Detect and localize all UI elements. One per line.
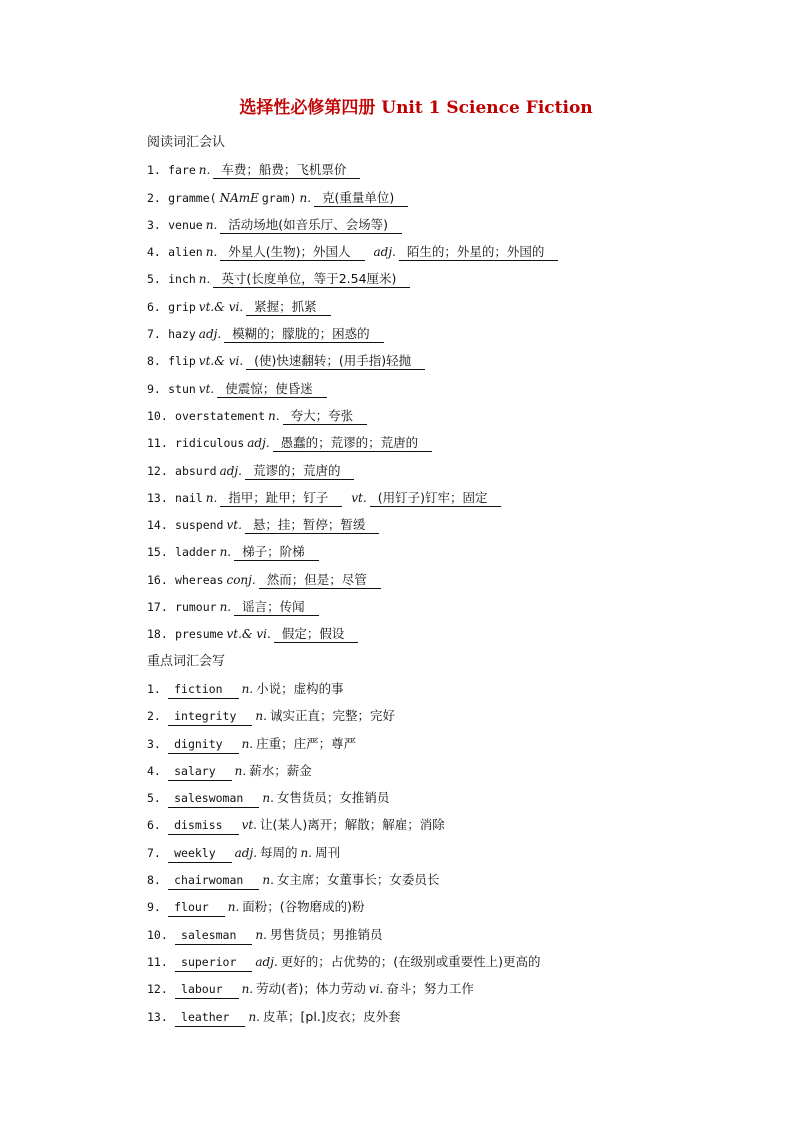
definition-text: 男售货员；男推销员 (269, 926, 383, 942)
item-number: 8. (147, 873, 161, 888)
part-of-speech: vt.& vi. (198, 299, 244, 314)
item-number: 9. (147, 900, 161, 915)
item-number: 1. (147, 163, 161, 178)
vocab-word: overstatement (175, 408, 266, 423)
item-number: 1. (147, 681, 161, 696)
reading-vocab-item (147, 241, 767, 268)
part-of-speech: n. (205, 245, 218, 260)
part-of-speech: n. (255, 927, 267, 942)
reading-vocab-item (147, 596, 767, 623)
answer-blank: dignity (168, 736, 238, 754)
answer-blank: saleswoman (168, 790, 259, 808)
reading-vocab-item (147, 214, 767, 241)
part-of-speech: n. (268, 408, 280, 423)
item-number: 5. (147, 272, 161, 287)
vocab-word: nail (175, 490, 203, 505)
item-number: 11. (147, 954, 168, 969)
vocab-word: flip (168, 354, 196, 369)
answer-blank: 谣言；传闻 (234, 598, 319, 616)
vocabulary-list (147, 132, 767, 1033)
answer-blank: 夸大；夸张 (283, 407, 368, 425)
part-of-speech: adj. (247, 436, 270, 451)
answer-blank: dismiss (168, 817, 238, 835)
answer-blank: 愚蠢的；荒谬的；荒唐的 (273, 434, 433, 452)
item-number: 3. (147, 217, 161, 232)
definition-text: 女售货员；女推销员 (276, 790, 390, 806)
reading-vocab-item (147, 541, 767, 568)
part-of-speech: n. (241, 736, 254, 751)
item-number: 6. (147, 818, 161, 833)
writing-vocab-item (147, 733, 767, 760)
item-number: 11. (147, 436, 168, 451)
reading-vocab-item (147, 296, 767, 323)
item-number: 14. (147, 518, 168, 533)
item-number: 16. (147, 572, 168, 587)
answer-blank: 然而；但是；尽管 (259, 571, 381, 589)
answer-blank: 外星人(生物)；外国人 (220, 243, 364, 261)
reading-vocab-item (147, 569, 767, 596)
reading-vocab-item (147, 514, 767, 541)
vocab-word: inch (168, 272, 196, 287)
answer-blank: 紧握；抓紧 (246, 298, 331, 316)
vocab-word: grip (168, 299, 196, 314)
answer-blank: 悬；挂；暂停；暂缓 (245, 516, 380, 534)
reading-vocab-item (147, 460, 767, 487)
item-number: 12. (147, 463, 168, 478)
item-number: 18. (147, 627, 168, 642)
part-of-speech: n. (227, 900, 240, 915)
part-of-speech: n. (248, 1009, 261, 1024)
writing-vocab-item (147, 760, 767, 787)
part-of-speech: adj. (255, 954, 278, 969)
vocab-word: absurd (175, 463, 217, 478)
definition-text: 劳动(者)；体力劳动 (256, 981, 366, 997)
part-of-speech: n. (198, 272, 211, 287)
reading-vocab-item (147, 187, 767, 214)
part-of-speech: vt. (351, 490, 367, 505)
item-number: 2. (147, 190, 161, 205)
item-number: 10. (147, 927, 168, 942)
writing-vocab-item (147, 896, 767, 923)
vocab-word: whereas (175, 572, 224, 587)
answer-blank: 假定；假设 (274, 625, 359, 643)
part-of-speech: vt.& vi. (226, 627, 271, 642)
part-of-speech: n. (262, 791, 274, 806)
vocab-word: rumour (175, 600, 217, 615)
answer-blank: 活动场地(如音乐厅、会场等) (220, 216, 402, 234)
reading-vocab-item (147, 623, 767, 650)
reading-vocab-item (147, 405, 767, 432)
definition-text: 皮革；[pl.]皮衣；皮外套 (263, 1008, 401, 1024)
section-heading: 重点词汇会写 (147, 653, 226, 669)
writing-vocab-item (147, 869, 767, 896)
document-title: 选择性必修第四册 Unit 1 Science Fiction (239, 98, 593, 118)
reading-vocab-item (147, 323, 767, 350)
definition-text: 面粉；(谷物磨成的)粉 (242, 899, 365, 915)
answer-blank: 陌生的；外星的；外国的 (399, 243, 559, 261)
answer-blank: labour (175, 981, 239, 999)
part-of-speech: adj. (373, 245, 396, 260)
part-of-speech: adj. (198, 327, 222, 342)
vocab-word: alien (168, 245, 203, 260)
definition-text: 女主席；女董事长；女委员长 (276, 872, 440, 888)
item-number: 2. (147, 709, 161, 724)
part-of-speech: n. (234, 763, 247, 778)
answer-blank: 模糊的；朦胧的；困惑的 (224, 325, 384, 343)
vocab-word: stun (168, 381, 196, 396)
item-number: 17. (147, 600, 168, 615)
answer-blank: 指甲；趾甲；钉子 (220, 489, 342, 507)
item-number: 5. (147, 791, 161, 806)
definition-text: 诚实正直；完整；完好 (269, 708, 395, 724)
part-of-speech: vt. (198, 381, 215, 396)
writing-vocab-item (147, 951, 767, 978)
item-number: 4. (147, 245, 161, 260)
answer-blank: flour (168, 899, 225, 917)
item-number: 3. (147, 736, 161, 751)
answer-blank: 车费；船费；飞机票价 (213, 161, 360, 179)
part-of-speech: n. (262, 873, 274, 888)
writing-vocab-item (147, 678, 767, 705)
part-of-speech: n. (205, 217, 218, 232)
reading-vocab-item (147, 159, 767, 186)
answer-blank: 英寸(长度单位，等于2.54厘米) (213, 270, 410, 288)
part-of-speech: n. (198, 163, 211, 178)
part-of-speech: n. (205, 490, 218, 505)
definition-text: 周刊 (315, 844, 341, 860)
answer-blank: 梯子；阶梯 (234, 543, 319, 561)
part-of-speech: n. (219, 545, 232, 560)
vocab-word: gramme( (168, 190, 217, 205)
item-number: 7. (147, 845, 161, 860)
part-of-speech: n. (300, 845, 313, 860)
item-number: 13. (147, 490, 168, 505)
answer-blank: (使)快速翻转；(用手指)轻抛 (246, 352, 425, 370)
reading-vocab-item (147, 268, 767, 295)
reading-vocab-item (147, 350, 767, 377)
answer-blank: chairwoman (168, 872, 259, 890)
part-of-speech: conj. (226, 572, 256, 587)
writing-vocab-item (147, 924, 767, 951)
answer-blank: 克(重量单位) (314, 189, 408, 207)
vocab-word: venue (168, 217, 203, 232)
part-of-speech: vt. (226, 518, 242, 533)
variant-label: NAmE (219, 190, 259, 205)
reading-vocab-item (147, 432, 767, 459)
definition-text: 每周的 (260, 844, 298, 860)
answer-blank: superior (175, 954, 252, 972)
definition-text: 薪水；薪金 (249, 762, 312, 778)
answer-blank: salary (168, 763, 232, 781)
item-number: 12. (147, 982, 168, 997)
item-number: 4. (147, 763, 161, 778)
writing-vocab-item (147, 978, 767, 1005)
writing-vocab-item (147, 814, 767, 841)
answer-blank: (用钉子)钉牢；固定 (370, 489, 502, 507)
vocab-word: presume (175, 627, 224, 642)
answer-blank: 使震惊；使昏迷 (217, 380, 327, 398)
part-of-speech: n. (299, 190, 312, 205)
item-number: 7. (147, 327, 161, 342)
vocab-word: ridiculous (175, 436, 245, 451)
part-of-speech: n. (255, 709, 267, 724)
item-number: 10. (147, 408, 168, 423)
vocab-word: suspend (175, 518, 224, 533)
part-of-speech: n. (241, 681, 254, 696)
answer-blank: integrity (168, 708, 252, 726)
part-of-speech: adj. (219, 463, 242, 478)
writing-vocab-item (147, 705, 767, 732)
reading-vocab-item (147, 378, 767, 405)
definition-text: 庄重；庄严；尊严 (256, 735, 357, 751)
vocab-word: fare (168, 163, 196, 178)
vocab-word: hazy (168, 327, 196, 342)
vocab-word-variant: gram) (261, 190, 297, 205)
part-of-speech: vi. (368, 982, 384, 997)
item-number: 13. (147, 1009, 168, 1024)
reading-vocab-item (147, 487, 767, 514)
item-number: 8. (147, 354, 161, 369)
part-of-speech: vt.& vi. (198, 354, 244, 369)
answer-blank: salesman (175, 927, 252, 945)
part-of-speech: adj. (234, 845, 258, 860)
writing-vocab-item (147, 842, 767, 869)
item-number: 9. (147, 381, 161, 396)
item-number: 6. (147, 299, 161, 314)
answer-blank: leather (175, 1009, 245, 1027)
answer-blank: weekly (168, 845, 232, 863)
answer-blank: 荒谬的；荒唐的 (245, 462, 355, 480)
vocab-word: ladder (175, 545, 217, 560)
part-of-speech: vt. (241, 818, 257, 833)
section-heading: 阅读词汇会认 (147, 135, 226, 150)
part-of-speech: n. (219, 600, 232, 615)
item-number: 15. (147, 545, 168, 560)
writing-vocab-item (147, 1006, 767, 1033)
answer-blank: fiction (168, 681, 238, 699)
definition-text: 让(某人)离开；解散；解雇；消除 (259, 817, 445, 833)
definition-text: 奋斗；努力工作 (386, 981, 474, 997)
definition-text: 小说；虚构的事 (256, 680, 344, 696)
writing-vocab-item (147, 787, 767, 814)
definition-text: 更好的；占优势的；(在级别或重要性上)更高的 (280, 953, 541, 969)
part-of-speech: n. (241, 982, 254, 997)
